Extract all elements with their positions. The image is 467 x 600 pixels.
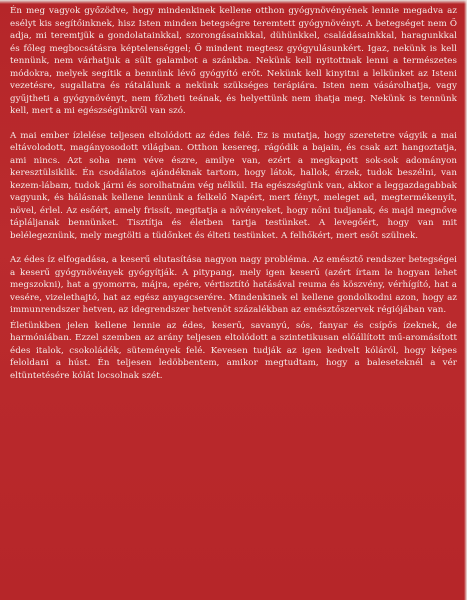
paragraph-3: Az édes íz elfogadása, a keserű elutasítása nagyon nagy probléma. Az emésztő rendszer betegségei a keserű gyógynövények gyógyítják. A pitypang, mely igen keserű (azért írtam le hogyan lehet megszokni), hat a gyomorra, májra, epére, vértisztító hatásával reuma és köszvény, vérhígító, hat a vesére, vizelethajtó, hat az egész anyagcserére. Mindenkinek el kellene gondolkodni azon, hogy az immunrendszer hetven, az idegrendszer hetvenöt százalékban az emésztőszervek régiójában van. — [10, 255, 457, 315]
paragraph-1: Én meg vagyok győzödve, hogy mindenkinek kellene otthon gyógynövényének lennie megadva az esélyt kis segítőinknek, hisz Isten minden betegségre teremtett gyógynövényt. A betegséget nem Ő adja, mi teremtjük a gondolatainkkal, szorongásainkkal, dühünkkel, családásainkkal, haragunkkal és főleg megbocsátásra képtelenséggel; Ő mindent megtesz gyógyulásunkért. Igaz, nekünk is kell tennünk, nem várhatjuk a sült galambot a szánkba. Nekünk kell nyitottnak lenni a természetes módokra, melyek segítik a bennünk lévő gyógyító erőt. Nekünk kell kinyitni a lelkünket az Isteni vezetésre, sugallatra és rátalálunk a nekünk szükséges terápiára. Isten nem vásárolhatja, vagy gyűjtheti a gyógynövényt, nem főzheti teának, és helyettünk nem ihatja meg. Nekünk is tennünk kell, mert a mi egészségünkről van szó. — [10, 6, 457, 116]
paragraph-4: Életünkben jelen kellene lennie az édes, keserű, savanyú, sós, fanyar és csípős ízeknek, de harmóniában. Ezzel szemben az arány teljesen eltolódott a szintetikusan előállított mű-aromásított édes italok, csokoládék, sütemények felé. Kevesen tudják az igen kedvelt kóláról, hogy képes feloldani a húst. Én teljesen ledöbbentem, amikor megtudtam, hogy a baleseteknél a vér eltüntetésére kólát locsolnak szét. — [10, 320, 457, 381]
paragraph-2: A mai ember ízlelése teljesen eltolódott az édes felé. Ez is mutatja, hogy szeretetre vágyik a mai eltávolodott, magányosodott világban. Otthon kesereg, rágódik a bajain, és csak azt hangoztatja, ami nincs. Azt soha nem véve észre, amilye van, ezért a megkapott sok-sok adományon keresztülsiklik. Én csodálatos ajándéknak tartom, hogy látok, hallok, érzek, tudok beszélni, van kezem-lábam, tudok járni és sorolhatnám vég nélkül. Ha egészségünk van, akkor a leggazdagabbak vagyunk, és hálásnak kellene lennünk a felkelő Napért, mert fényt, meleget ad, megtermékenyít, növel, érlel. Az esőért, amely frissít, megitatja a növényeket, hogy nőni tudjanak, és majd megnőve tápláljanak bennünket. Tisztítja és életben tartja testünket. A levegőért, hogy van mit belélegeznünk, mely megtölti a tüdőnket és élteti testünket. A felhőkért, mert esőt szülnek. — [10, 130, 457, 241]
page-top-edge — [0, 0, 467, 4]
